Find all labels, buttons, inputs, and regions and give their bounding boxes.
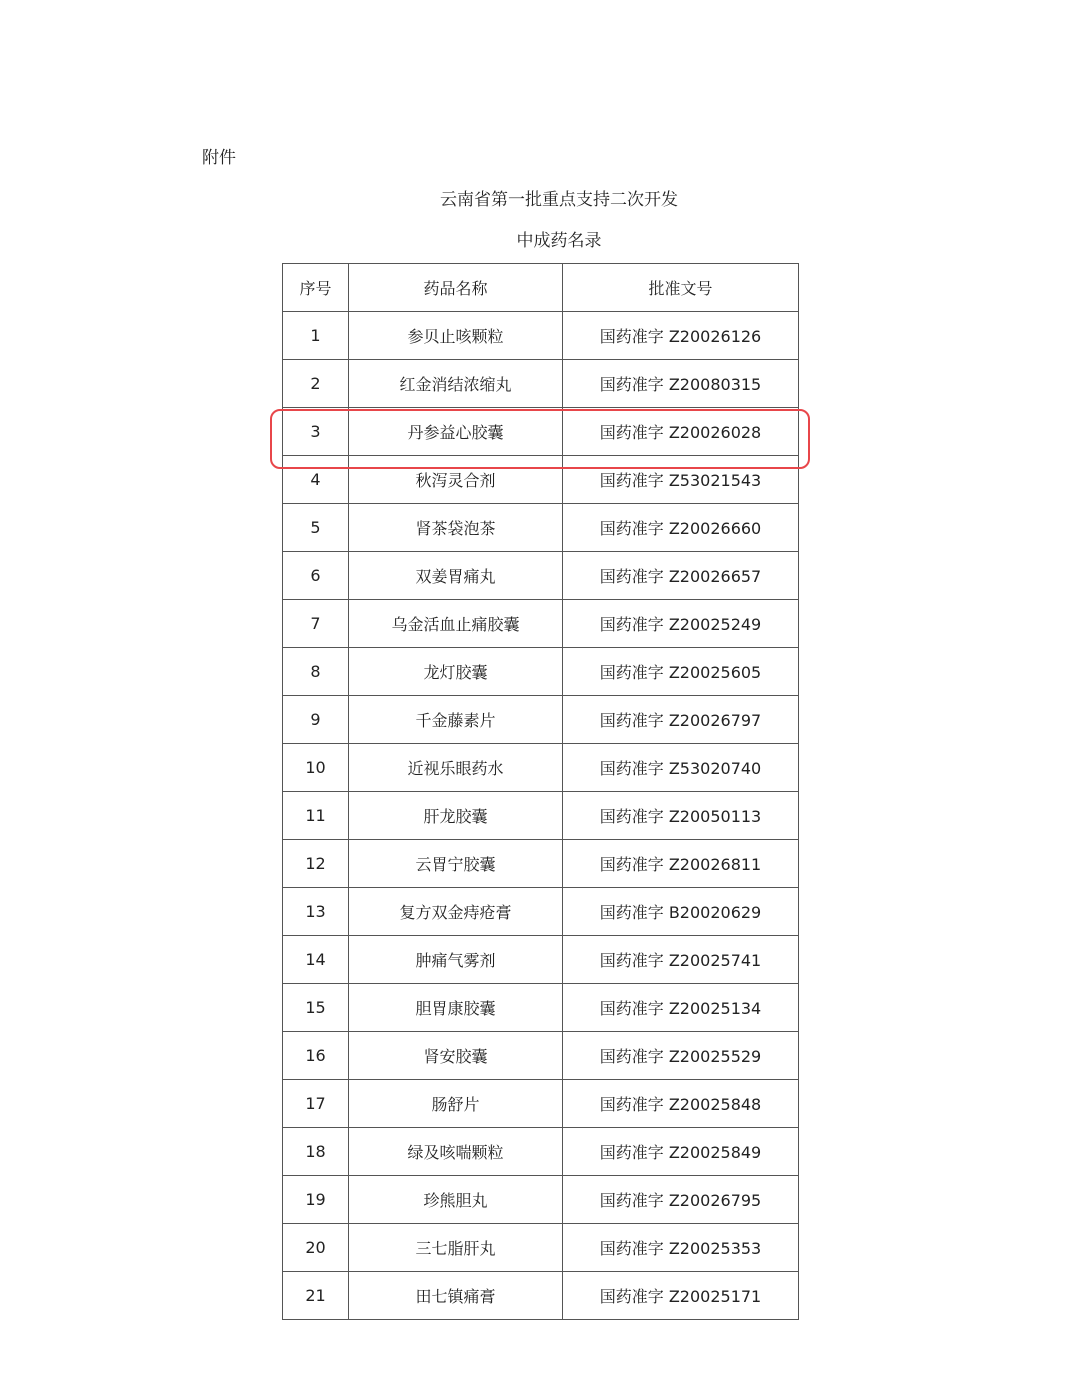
cell-serial-number: 4 xyxy=(283,456,349,504)
cell-serial-number: 17 xyxy=(283,1080,349,1128)
cell-drug-name: 龙灯胶囊 xyxy=(349,648,563,696)
document-subtitle: 中成药名录 xyxy=(516,231,602,251)
cell-serial-number: 16 xyxy=(283,1032,349,1080)
cell-serial-number: 3 xyxy=(283,408,349,456)
cell-approval-number: 国药准字 Z20025605 xyxy=(563,648,799,696)
cell-approval-number: 国药准字 Z53021543 xyxy=(563,456,799,504)
table-row xyxy=(283,888,799,936)
table-row xyxy=(283,312,799,360)
cell-drug-name: 三七脂肝丸 xyxy=(349,1224,563,1272)
cell-approval-number: 国药准字 Z53020740 xyxy=(563,744,799,792)
drug-list-table xyxy=(282,263,799,1320)
header-drug-name: 药品名称 xyxy=(349,264,563,312)
cell-serial-number: 12 xyxy=(283,840,349,888)
header-approval-number: 批准文号 xyxy=(563,264,799,312)
table-row xyxy=(283,504,799,552)
cell-approval-number: 国药准字 Z20026126 xyxy=(563,312,799,360)
cell-serial-number: 13 xyxy=(283,888,349,936)
cell-serial-number: 9 xyxy=(283,696,349,744)
cell-serial-number: 19 xyxy=(283,1176,349,1224)
cell-serial-number: 20 xyxy=(283,1224,349,1272)
cell-serial-number: 5 xyxy=(283,504,349,552)
table-row xyxy=(283,1224,799,1272)
cell-drug-name: 双姜胃痛丸 xyxy=(349,552,563,600)
cell-drug-name: 参贝止咳颗粒 xyxy=(349,312,563,360)
cell-drug-name: 肿痛气雾剂 xyxy=(349,936,563,984)
cell-approval-number: 国药准字 Z20025741 xyxy=(563,936,799,984)
cell-approval-number: 国药准字 Z20025848 xyxy=(563,1080,799,1128)
cell-drug-name: 田七镇痛膏 xyxy=(349,1272,563,1320)
cell-serial-number: 1 xyxy=(283,312,349,360)
cell-serial-number: 15 xyxy=(283,984,349,1032)
cell-approval-number: 国药准字 Z20025171 xyxy=(563,1272,799,1320)
cell-approval-number: 国药准字 Z20026657 xyxy=(563,552,799,600)
cell-drug-name: 近视乐眼药水 xyxy=(349,744,563,792)
table-row xyxy=(283,744,799,792)
cell-drug-name: 胆胃康胶囊 xyxy=(349,984,563,1032)
cell-drug-name: 云胃宁胶囊 xyxy=(349,840,563,888)
cell-approval-number: 国药准字 Z20025529 xyxy=(563,1032,799,1080)
cell-approval-number: 国药准字 Z20026028 xyxy=(563,408,799,456)
cell-serial-number: 14 xyxy=(283,936,349,984)
table-row xyxy=(283,552,799,600)
cell-drug-name: 乌金活血止痛胶囊 xyxy=(349,600,563,648)
cell-drug-name: 红金消结浓缩丸 xyxy=(349,360,563,408)
cell-drug-name: 丹参益心胶囊 xyxy=(349,408,563,456)
cell-serial-number: 21 xyxy=(283,1272,349,1320)
cell-serial-number: 18 xyxy=(283,1128,349,1176)
cell-approval-number: 国药准字 Z20026795 xyxy=(563,1176,799,1224)
table-row xyxy=(283,1272,799,1320)
cell-serial-number: 8 xyxy=(283,648,349,696)
cell-drug-name: 珍熊胆丸 xyxy=(349,1176,563,1224)
table-row xyxy=(283,1128,799,1176)
cell-approval-number: 国药准字 Z20025849 xyxy=(563,1128,799,1176)
table-row xyxy=(283,408,799,456)
cell-drug-name: 绿及咳喘颗粒 xyxy=(349,1128,563,1176)
table-row xyxy=(283,648,799,696)
table-row xyxy=(283,1032,799,1080)
cell-approval-number: 国药准字 B20020629 xyxy=(563,888,799,936)
cell-drug-name: 肝龙胶囊 xyxy=(349,792,563,840)
table-row xyxy=(283,936,799,984)
cell-drug-name: 肾安胶囊 xyxy=(349,1032,563,1080)
table-row xyxy=(283,600,799,648)
cell-serial-number: 2 xyxy=(283,360,349,408)
table-header-row xyxy=(283,264,799,312)
table-row xyxy=(283,1176,799,1224)
cell-serial-number: 6 xyxy=(283,552,349,600)
table-row xyxy=(283,696,799,744)
document-title: 云南省第一批重点支持二次开发 xyxy=(440,190,678,210)
cell-serial-number: 10 xyxy=(283,744,349,792)
cell-drug-name: 复方双金痔疮膏 xyxy=(349,888,563,936)
table-row xyxy=(283,1080,799,1128)
cell-serial-number: 11 xyxy=(283,792,349,840)
table-row xyxy=(283,984,799,1032)
table-row xyxy=(283,456,799,504)
cell-approval-number: 国药准字 Z20050113 xyxy=(563,792,799,840)
table-row xyxy=(283,360,799,408)
cell-approval-number: 国药准字 Z20025353 xyxy=(563,1224,799,1272)
cell-drug-name: 千金藤素片 xyxy=(349,696,563,744)
cell-drug-name: 肾茶袋泡茶 xyxy=(349,504,563,552)
table-row xyxy=(283,792,799,840)
header-serial-number: 序号 xyxy=(283,264,349,312)
cell-approval-number: 国药准字 Z20026660 xyxy=(563,504,799,552)
attachment-label: 附件 xyxy=(202,148,236,168)
cell-approval-number: 国药准字 Z20026797 xyxy=(563,696,799,744)
drug-list-table-container xyxy=(282,263,798,1320)
cell-serial-number: 7 xyxy=(283,600,349,648)
cell-approval-number: 国药准字 Z20025134 xyxy=(563,984,799,1032)
cell-approval-number: 国药准字 Z20080315 xyxy=(563,360,799,408)
cell-drug-name: 秋泻灵合剂 xyxy=(349,456,563,504)
cell-drug-name: 肠舒片 xyxy=(349,1080,563,1128)
cell-approval-number: 国药准字 Z20025249 xyxy=(563,600,799,648)
cell-approval-number: 国药准字 Z20026811 xyxy=(563,840,799,888)
table-row xyxy=(283,840,799,888)
table-body xyxy=(283,312,799,1320)
